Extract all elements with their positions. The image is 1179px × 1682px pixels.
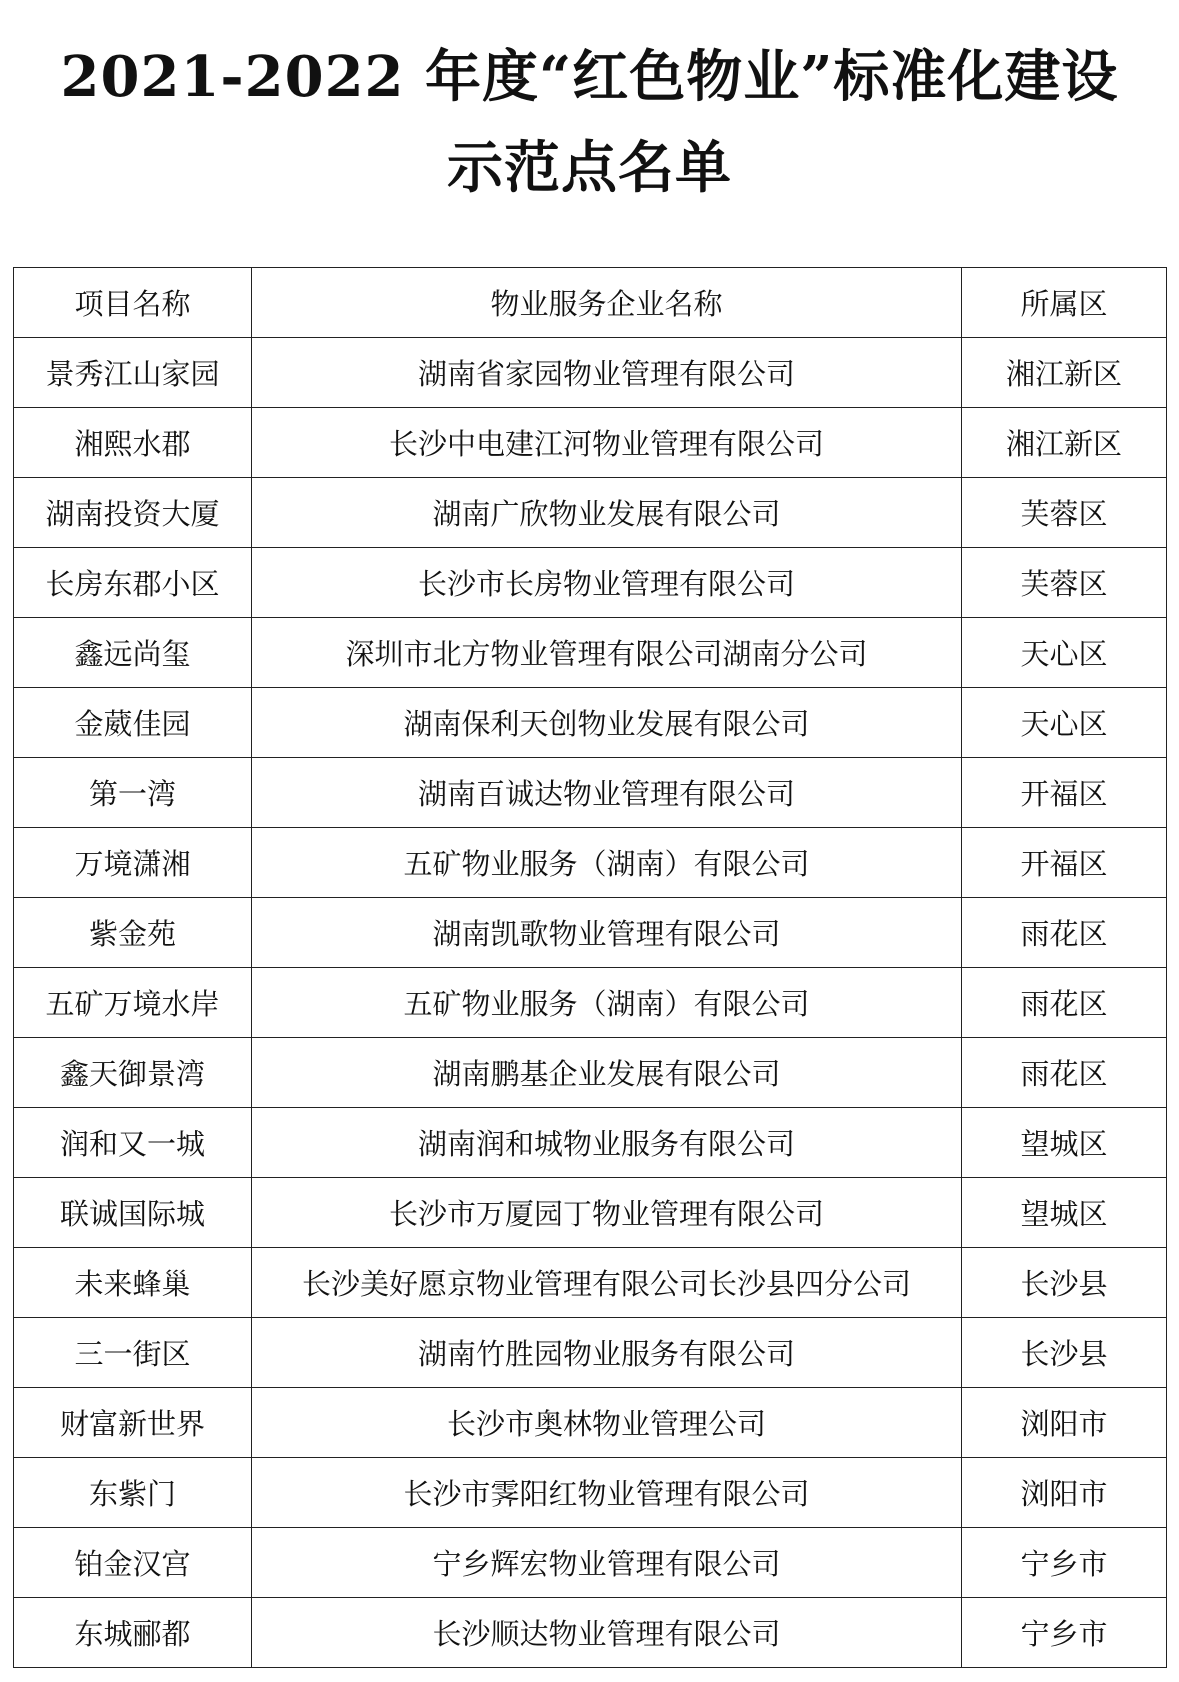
- table-row: [14, 1458, 1167, 1528]
- table-header: [14, 268, 1167, 338]
- table-row: [14, 1248, 1167, 1318]
- table-row: [14, 338, 1167, 408]
- district-cell: 雨花区: [962, 898, 1167, 968]
- project-name-cell: 长房东郡小区: [14, 548, 252, 618]
- table-header-row: [14, 268, 1167, 338]
- company-name-cell: 湖南竹胜园物业服务有限公司: [252, 1318, 962, 1388]
- company-name-cell: 长沙中电建江河物业管理有限公司: [252, 408, 962, 478]
- district-cell: 雨花区: [962, 1038, 1167, 1108]
- table-row: [14, 1528, 1167, 1598]
- district-cell: 湘江新区: [962, 408, 1167, 478]
- company-name-cell: 深圳市北方物业管理有限公司湖南分公司: [252, 618, 962, 688]
- project-name-cell: 财富新世界: [14, 1388, 252, 1458]
- project-name-cell: 湘熙水郡: [14, 408, 252, 478]
- project-name-cell: 紫金苑: [14, 898, 252, 968]
- project-name-cell: 第一湾: [14, 758, 252, 828]
- table-row: [14, 1108, 1167, 1178]
- header-project-name: 项目名称: [14, 268, 252, 338]
- table-row: [14, 408, 1167, 478]
- table-row: [14, 758, 1167, 828]
- project-name-cell: 金葳佳园: [14, 688, 252, 758]
- document-title-line-2: 示范点名单: [447, 135, 732, 201]
- company-name-cell: 湖南凯歌物业管理有限公司: [252, 898, 962, 968]
- company-name-cell: 长沙市奥林物业管理公司: [252, 1388, 962, 1458]
- table-row: [14, 1178, 1167, 1248]
- project-name-cell: 未来蜂巢: [14, 1248, 252, 1318]
- table-row: [14, 1388, 1167, 1458]
- company-name-cell: 长沙顺达物业管理有限公司: [252, 1598, 962, 1668]
- table-row: [14, 548, 1167, 618]
- company-name-cell: 湖南省家园物业管理有限公司: [252, 338, 962, 408]
- company-name-cell: 长沙市长房物业管理有限公司: [252, 548, 962, 618]
- project-name-cell: 联诚国际城: [14, 1178, 252, 1248]
- project-name-cell: 景秀江山家园: [14, 338, 252, 408]
- table-row: [14, 968, 1167, 1038]
- district-cell: 开福区: [962, 828, 1167, 898]
- table-row: [14, 828, 1167, 898]
- company-name-cell: 长沙市万厦园丁物业管理有限公司: [252, 1178, 962, 1248]
- district-cell: 宁乡市: [962, 1528, 1167, 1598]
- company-name-cell: 湖南润和城物业服务有限公司: [252, 1108, 962, 1178]
- district-cell: 浏阳市: [962, 1458, 1167, 1528]
- district-cell: 芙蓉区: [962, 478, 1167, 548]
- table-row: [14, 1318, 1167, 1388]
- district-cell: 望城区: [962, 1108, 1167, 1178]
- table-row: [14, 478, 1167, 548]
- district-cell: 天心区: [962, 688, 1167, 758]
- document-title-line-1: 2021-2022 年度“红色物业”标准化建设: [60, 44, 1119, 110]
- project-name-cell: 万境潇湘: [14, 828, 252, 898]
- district-cell: 浏阳市: [962, 1388, 1167, 1458]
- company-name-cell: 湖南百诚达物业管理有限公司: [252, 758, 962, 828]
- table-row: [14, 1038, 1167, 1108]
- table-body: [14, 338, 1167, 1668]
- district-cell: 开福区: [962, 758, 1167, 828]
- company-name-cell: 长沙美好愿京物业管理有限公司长沙县四分公司: [252, 1248, 962, 1318]
- table-row: [14, 1598, 1167, 1668]
- project-name-cell: 湖南投资大厦: [14, 478, 252, 548]
- demonstration-site-table: [13, 267, 1167, 1668]
- project-name-cell: 五矿万境水岸: [14, 968, 252, 1038]
- district-cell: 雨花区: [962, 968, 1167, 1038]
- district-cell: 天心区: [962, 618, 1167, 688]
- district-cell: 芙蓉区: [962, 548, 1167, 618]
- project-name-cell: 东紫门: [14, 1458, 252, 1528]
- table-row: [14, 898, 1167, 968]
- project-name-cell: 鑫远尚玺: [14, 618, 252, 688]
- district-cell: 望城区: [962, 1178, 1167, 1248]
- company-name-cell: 湖南鹏基企业发展有限公司: [252, 1038, 962, 1108]
- company-name-cell: 湖南保利天创物业发展有限公司: [252, 688, 962, 758]
- company-name-cell: 长沙市霁阳红物业管理有限公司: [252, 1458, 962, 1528]
- header-company-name: 物业服务企业名称: [252, 268, 962, 338]
- project-name-cell: 润和又一城: [14, 1108, 252, 1178]
- company-name-cell: 五矿物业服务（湖南）有限公司: [252, 968, 962, 1038]
- project-name-cell: 铂金汉宫: [14, 1528, 252, 1598]
- header-district: 所属区: [962, 268, 1167, 338]
- company-name-cell: 五矿物业服务（湖南）有限公司: [252, 828, 962, 898]
- district-cell: 长沙县: [962, 1248, 1167, 1318]
- district-cell: 宁乡市: [962, 1598, 1167, 1668]
- company-name-cell: 宁乡辉宏物业管理有限公司: [252, 1528, 962, 1598]
- project-name-cell: 东城郦都: [14, 1598, 252, 1668]
- project-name-cell: 鑫天御景湾: [14, 1038, 252, 1108]
- table-row: [14, 688, 1167, 758]
- table-row: [14, 618, 1167, 688]
- district-cell: 湘江新区: [962, 338, 1167, 408]
- district-cell: 长沙县: [962, 1318, 1167, 1388]
- company-name-cell: 湖南广欣物业发展有限公司: [252, 478, 962, 548]
- project-name-cell: 三一街区: [14, 1318, 252, 1388]
